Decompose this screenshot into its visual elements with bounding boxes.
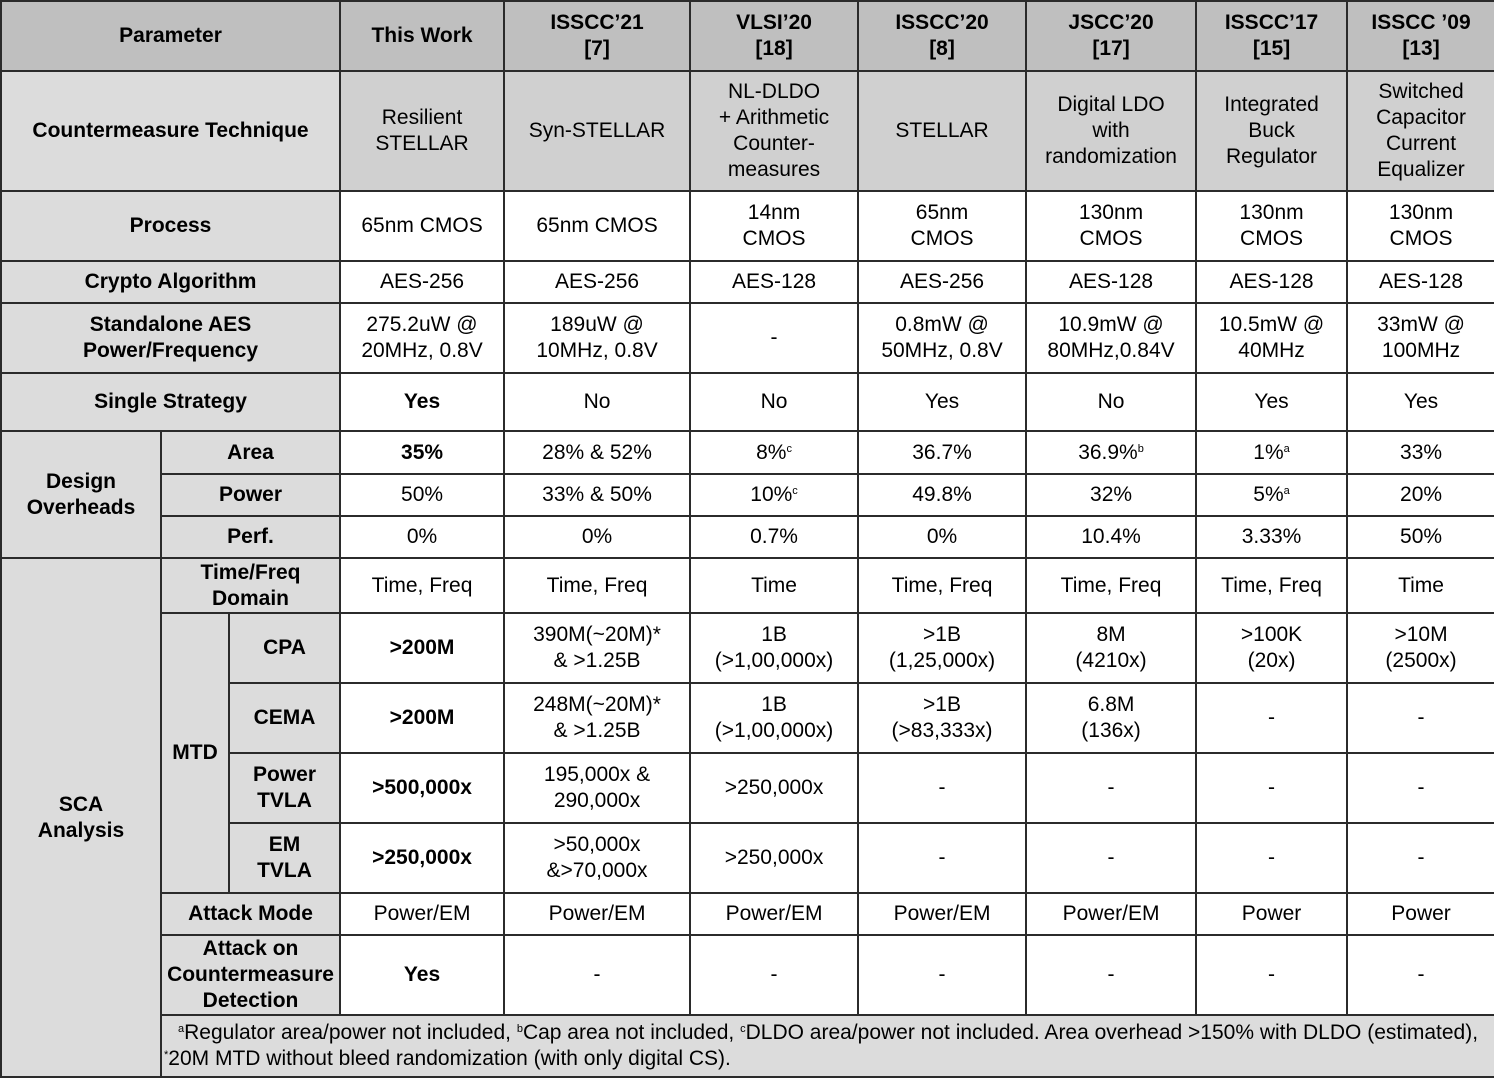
perf-cell: 0.7%	[690, 516, 858, 558]
power-cell	[690, 474, 858, 516]
footnote	[161, 1015, 1494, 1077]
single-strategy-row	[1, 373, 1494, 431]
row-label-aes-power: Standalone AES Power/Frequency	[1, 303, 340, 373]
power-cell	[1196, 474, 1347, 516]
domain-cell: Time, Freq	[858, 558, 1026, 613]
row-label-area: Area	[161, 431, 340, 474]
attack-mode-cell: Power/EM	[690, 893, 858, 935]
cema-cell: 6.8M (136x)	[1026, 683, 1196, 753]
area-cell	[1347, 431, 1494, 474]
process-cell: 65nm CMOS	[858, 191, 1026, 261]
row-label-em-tvla: EM TVLA	[229, 823, 340, 893]
cema-cell: -	[1347, 683, 1494, 753]
aes-power-cell: 275.2uW @ 20MHz, 0.8V	[340, 303, 504, 373]
area-value: 1%	[1253, 440, 1284, 464]
em-tvla-cell: >50,000x &>70,000x	[504, 823, 690, 893]
row-label-cpa: CPA	[229, 613, 340, 683]
domain-cell: Time	[690, 558, 858, 613]
attack-mode-cell: Power/EM	[858, 893, 1026, 935]
single-strategy-cell: Yes	[1347, 373, 1494, 431]
single-strategy-cell: Yes	[1196, 373, 1347, 431]
cpa-cell: 1B (>1,00,000x)	[690, 613, 858, 683]
crypto-cell: AES-128	[1196, 261, 1347, 303]
power-overhead-row	[1, 474, 1494, 516]
area-cell	[858, 431, 1026, 474]
crypto-row	[1, 261, 1494, 303]
cema-cell: 1B (>1,00,000x)	[690, 683, 858, 753]
technique-cell: NL-DLDO + Arithmetic Counter- measures	[690, 71, 858, 191]
cpa-cell: 390M(~20M)* & >1.25B	[504, 613, 690, 683]
footnote-marker: c	[786, 442, 792, 455]
single-strategy-cell: Yes	[340, 373, 504, 431]
technique-cell: Integrated Buck Regulator	[1196, 71, 1347, 191]
power-cell	[1347, 474, 1494, 516]
cema-cell: >1B (>83,333x)	[858, 683, 1026, 753]
technique-cell: Switched Capacitor Current Equalizer	[1347, 71, 1494, 191]
cema-cell: 248M(~20M)* & >1.25B	[504, 683, 690, 753]
row-label-attack-detection: Attack on Countermeasure Detection	[161, 935, 340, 1015]
power-value: 10%	[750, 483, 793, 506]
row-label-power-tvla: Power TVLA	[229, 753, 340, 823]
cpa-cell: >100K (20x)	[1196, 613, 1347, 683]
footnote-text-star: 20M MTD without bleed randomization (with only digital CS).	[168, 1047, 731, 1070]
attack-mode-cell: Power/EM	[1026, 893, 1196, 935]
technique-cell: Digital LDO with randomization	[1026, 71, 1196, 191]
single-strategy-cell: No	[690, 373, 858, 431]
area-value: 36.9%	[1078, 440, 1138, 464]
aes-power-cell: 33mW @ 100MHz	[1347, 303, 1494, 373]
crypto-cell: AES-256	[504, 261, 690, 303]
area-cell	[340, 431, 504, 474]
attack-mode-cell: Power	[1196, 893, 1347, 935]
header-isscc17: ISSCC’17 [15]	[1196, 1, 1347, 71]
crypto-cell: AES-256	[858, 261, 1026, 303]
perf-cell: 3.33%	[1196, 516, 1347, 558]
aes-power-cell: -	[690, 303, 858, 373]
power-tvla-cell: -	[1196, 753, 1347, 823]
domain-cell: Time	[1347, 558, 1494, 613]
em-tvla-cell: -	[1026, 823, 1196, 893]
em-tvla-cell: >250,000x	[340, 823, 504, 893]
em-tvla-cell: -	[858, 823, 1026, 893]
aes-power-row	[1, 303, 1494, 373]
attack-mode-cell: Power/EM	[504, 893, 690, 935]
technique-row	[1, 71, 1494, 191]
cpa-cell: >10M (2500x)	[1347, 613, 1494, 683]
attack-detection-cell: -	[1026, 935, 1196, 1015]
area-value: 33%	[1400, 440, 1443, 464]
attack-mode-row	[1, 893, 1494, 935]
header-this-work: This Work	[340, 1, 504, 71]
cema-cell: >200M	[340, 683, 504, 753]
attack-mode-cell: Power	[1347, 893, 1494, 935]
row-label-attack-mode: Attack Mode	[161, 893, 340, 935]
technique-cell: Resilient STELLAR	[340, 71, 504, 191]
crypto-cell: AES-256	[340, 261, 504, 303]
power-tvla-cell: >500,000x	[340, 753, 504, 823]
power-value: 20%	[1400, 483, 1443, 506]
power-cell	[340, 474, 504, 516]
area-cell	[1026, 431, 1196, 474]
attack-detection-row	[1, 935, 1494, 1015]
row-label-design-overheads: Design Overheads	[1, 431, 161, 558]
area-cell	[1196, 431, 1347, 474]
attack-detection-cell: Yes	[340, 935, 504, 1015]
crypto-cell: AES-128	[1026, 261, 1196, 303]
header-parameter: Parameter	[1, 1, 340, 71]
footnote-text-c: DLDO area/power not included. Area overhead >150% with DLDO (estimated),	[745, 1021, 1479, 1044]
perf-cell: 10.4%	[1026, 516, 1196, 558]
power-tvla-cell: -	[1026, 753, 1196, 823]
footnote-marker: a	[1283, 442, 1290, 455]
single-strategy-cell: Yes	[858, 373, 1026, 431]
footnote-marker: c	[792, 485, 798, 497]
row-label-power: Power	[161, 474, 340, 516]
header-isscc09: ISSCC ’09 [13]	[1347, 1, 1494, 71]
footnote-text-b: Cap area not included,	[522, 1021, 741, 1044]
em-tvla-cell: -	[1196, 823, 1347, 893]
power-value: 33% & 50%	[542, 483, 652, 506]
row-label-sca-analysis: SCA Analysis	[1, 558, 161, 1077]
single-strategy-cell: No	[504, 373, 690, 431]
power-value: 5%	[1253, 483, 1284, 506]
process-cell: 130nm CMOS	[1347, 191, 1494, 261]
domain-cell: Time, Freq	[1026, 558, 1196, 613]
row-label-single-strategy: Single Strategy	[1, 373, 340, 431]
process-cell: 130nm CMOS	[1196, 191, 1347, 261]
row-label-cema: CEMA	[229, 683, 340, 753]
crypto-cell: AES-128	[690, 261, 858, 303]
power-tvla-cell: >250,000x	[690, 753, 858, 823]
header-jscc20: JSCC’20 [17]	[1026, 1, 1196, 71]
power-tvla-cell: -	[1347, 753, 1494, 823]
process-cell: 130nm CMOS	[1026, 191, 1196, 261]
power-cell	[504, 474, 690, 516]
em-tvla-cell: >250,000x	[690, 823, 858, 893]
row-label-mtd: MTD	[161, 613, 229, 893]
perf-cell: 0%	[858, 516, 1026, 558]
row-label-perf: Perf.	[161, 516, 340, 558]
footnote-marker: a	[1283, 485, 1290, 497]
area-value: 35%	[401, 440, 444, 464]
cema-cell: -	[1196, 683, 1347, 753]
cpa-cell: >1B (1,25,000x)	[858, 613, 1026, 683]
header-isscc21: ISSCC’21 [7]	[504, 1, 690, 71]
power-tvla-cell: -	[858, 753, 1026, 823]
domain-cell: Time, Freq	[340, 558, 504, 613]
attack-detection-cell: -	[1196, 935, 1347, 1015]
header-vlsi20: VLSI’20 [18]	[690, 1, 858, 71]
row-label-domain: Time/Freq Domain	[161, 558, 340, 613]
power-value: 32%	[1090, 483, 1133, 506]
footnote-marker-star: *	[164, 1049, 169, 1061]
area-cell	[504, 431, 690, 474]
footnote-marker-c: c	[740, 1023, 746, 1035]
attack-detection-cell: -	[858, 935, 1026, 1015]
attack-detection-cell: -	[1347, 935, 1494, 1015]
footnote-row	[1, 1015, 1494, 1077]
aes-power-cell: 189uW @ 10MHz, 0.8V	[504, 303, 690, 373]
crypto-cell: AES-128	[1347, 261, 1494, 303]
perf-cell: 0%	[504, 516, 690, 558]
area-cell	[690, 431, 858, 474]
footnote-marker: b	[1137, 442, 1144, 455]
perf-cell: 50%	[1347, 516, 1494, 558]
perf-cell: 0%	[340, 516, 504, 558]
footnote-marker-b: b	[516, 1023, 523, 1035]
power-cell	[858, 474, 1026, 516]
single-strategy-cell: No	[1026, 373, 1196, 431]
attack-mode-cell: Power/EM	[340, 893, 504, 935]
attack-detection-cell: -	[504, 935, 690, 1015]
footnote-marker-a: a	[177, 1023, 185, 1035]
area-value: 28% & 52%	[542, 440, 652, 464]
cpa-cell: 8M (4210x)	[1026, 613, 1196, 683]
row-label-crypto: Crypto Algorithm	[1, 261, 340, 303]
area-value: 8%	[756, 440, 787, 464]
process-cell: 14nm CMOS	[690, 191, 858, 261]
attack-detection-cell: -	[690, 935, 858, 1015]
em-tvla-cell: -	[1347, 823, 1494, 893]
area-value: 36.7%	[912, 440, 972, 464]
domain-row	[1, 558, 1494, 613]
row-label-process: Process	[1, 191, 340, 261]
power-tvla-cell: 195,000x & 290,000x	[504, 753, 690, 823]
aes-power-cell: 0.8mW @ 50MHz, 0.8V	[858, 303, 1026, 373]
cpa-row	[1, 613, 1494, 683]
header-row	[1, 1, 1494, 71]
power-cell	[1026, 474, 1196, 516]
domain-cell: Time, Freq	[504, 558, 690, 613]
perf-overhead-row	[1, 516, 1494, 558]
aes-power-cell: 10.9mW @ 80MHz,0.84V	[1026, 303, 1196, 373]
footnote-text-a: Regulator area/power not included,	[184, 1021, 517, 1044]
process-row	[1, 191, 1494, 261]
power-value: 50%	[401, 483, 444, 506]
technique-cell: STELLAR	[858, 71, 1026, 191]
area-overhead-row	[1, 431, 1494, 474]
process-cell: 65nm CMOS	[340, 191, 504, 261]
domain-cell: Time, Freq	[1196, 558, 1347, 613]
aes-power-cell: 10.5mW @ 40MHz	[1196, 303, 1347, 373]
row-label-technique: Countermeasure Technique	[1, 71, 340, 191]
power-value: 49.8%	[912, 483, 972, 506]
technique-cell: Syn-STELLAR	[504, 71, 690, 191]
cpa-cell: >200M	[340, 613, 504, 683]
process-cell: 65nm CMOS	[504, 191, 690, 261]
header-isscc20: ISSCC’20 [8]	[858, 1, 1026, 71]
